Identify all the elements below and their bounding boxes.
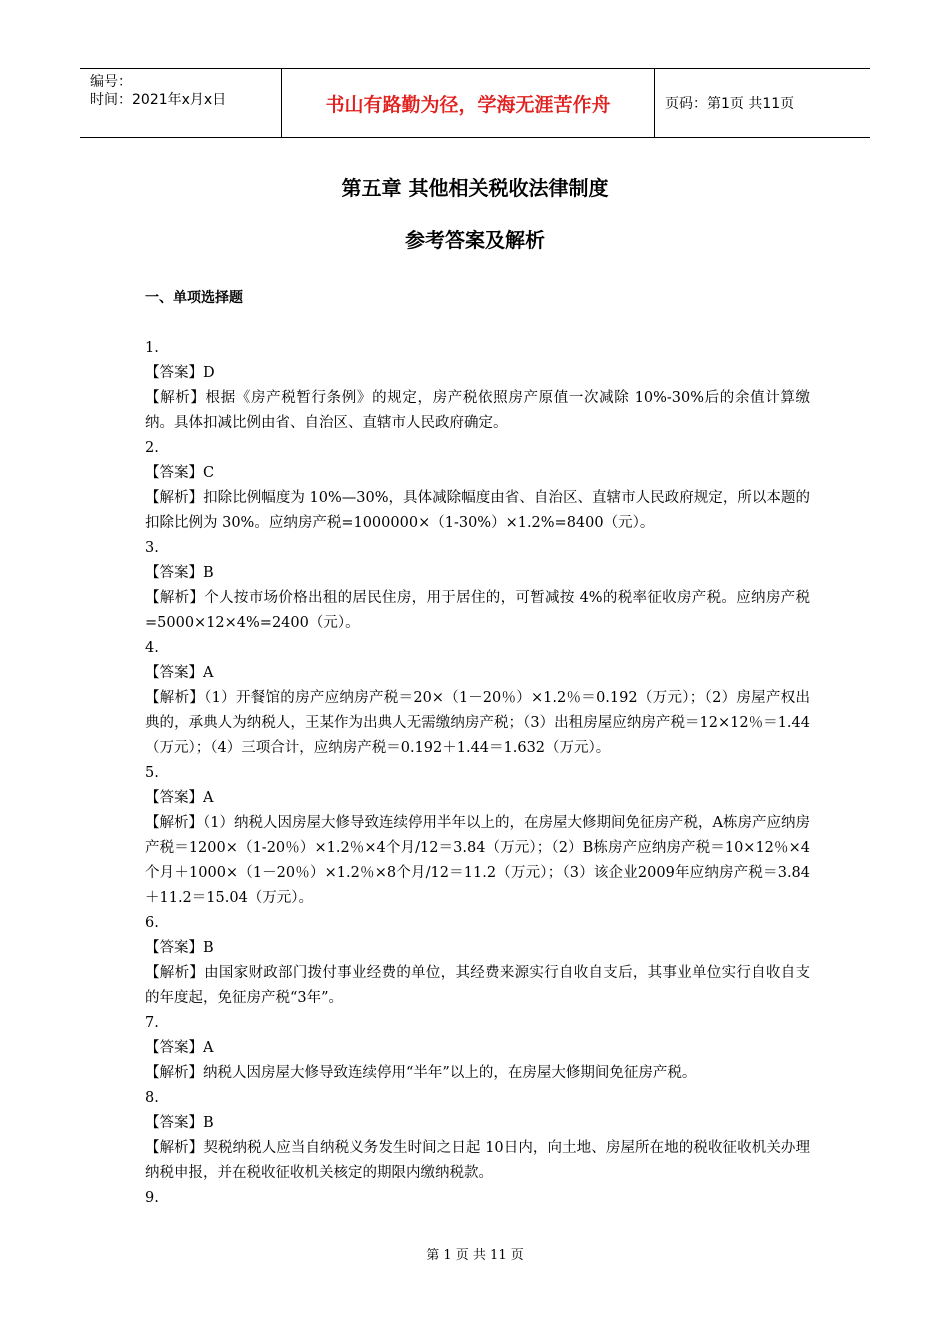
answer-line: 【答案】D	[145, 365, 215, 381]
date-label: 时间：2021年x月x日	[90, 92, 227, 108]
question-number: 4.	[145, 640, 159, 656]
explanation-paragraph: 【解析】个人按市场价格出租的居民住房，用于居住的，可暂减按 4%的税率征收房产税。应纳房产税=5000×12×4%=2400（元）。	[145, 590, 810, 631]
question-number: 5.	[145, 765, 159, 781]
chapter-title: 第五章 其他相关税收法律制度	[341, 176, 609, 200]
explanation-paragraph: 【解析】纳税人因房屋大修导致连续停用“半年”以上的，在房屋大修期间免征房产税。	[145, 1065, 697, 1081]
number-label: 编号：	[90, 74, 132, 90]
question-number: 7.	[145, 1015, 159, 1031]
explanation-paragraph: 【解析】契税纳税人应当自纳税义务发生时间之日起 10日内，向土地、房屋所在地的税收征收机关办理纳税申报，并在税收征收机关核定的期限内缴纳税款。	[145, 1140, 810, 1181]
explanation-paragraph: 【解析】（1）开餐馆的房产应纳房产税＝20×（1－20％）×1.2％＝0.192（万元）；（2）房屋产权出典的，承典人为纳税人，王某作为出典人无需缴纳房产税；（3）出租房屋应纳房产税＝12×12％＝1.44（万元）；（4）三项合计，应纳房产税＝0.192＋1.44＝1.632（万元）。	[145, 690, 810, 756]
header-table	[80, 68, 870, 138]
question-number: 2.	[145, 440, 159, 456]
answer-line: 【答案】B	[145, 940, 214, 956]
question-number: 9.	[145, 1190, 159, 1206]
question-number: 8.	[145, 1090, 159, 1106]
question-number: 6.	[145, 915, 159, 931]
answer-line: 【答案】C	[145, 465, 215, 481]
page-footer: 第 1 页 共 11 页	[426, 1248, 524, 1263]
question-number: 1.	[145, 340, 159, 356]
answer-line: 【答案】A	[145, 1040, 214, 1056]
explanation-paragraph: 【解析】（1）纳税人因房屋大修导致连续停用半年以上的，在房屋大修期间免征房产税，A栋房产应纳房产税＝1200×（1-20％）×1.2％×4个月/12＝3.84（万元）；（2）B栋房产应纳房产税＝10×12％×4个月＋1000×（1－20％）×1.2％×8个月/12＝11.2（万元）；（3）该企业2009年应纳房产税＝3.84＋11.2＝15.04（万元）。	[145, 815, 810, 906]
answer-content	[145, 336, 810, 1211]
chapter-subtitle: 参考答案及解析	[405, 228, 545, 252]
header-motto: 书山有路勤为径，学海无涯苦作舟	[282, 69, 655, 137]
section-title: 一、单项选择题	[145, 290, 243, 306]
question-number: 3.	[145, 540, 159, 556]
header-page-label: 页码：第1页 共11页	[665, 96, 795, 112]
answer-line: 【答案】B	[145, 565, 214, 581]
header-meta-cell	[80, 69, 282, 137]
answer-line: 【答案】A	[145, 790, 214, 806]
answer-line: 【答案】B	[145, 1115, 214, 1131]
explanation-paragraph: 【解析】根据《房产税暂行条例》的规定，房产税依照房产原值一次减除 10%-30%后的余值计算缴纳。具体扣减比例由省、自治区、直辖市人民政府确定。	[145, 390, 810, 431]
explanation-paragraph: 【解析】由国家财政部门拨付事业经费的单位，其经费来源实行自收自支后，其事业单位实行自收自支的年度起，免征房产税“3年”。	[145, 965, 810, 1006]
answer-line: 【答案】A	[145, 665, 214, 681]
explanation-paragraph: 【解析】扣除比例幅度为 10%—30%，具体减除幅度由省、自治区、直辖市人民政府规定，所以本题的扣除比例为 30%。应纳房产税=1000000×（1-30%）×1.2%=8400（元）。	[145, 490, 810, 531]
